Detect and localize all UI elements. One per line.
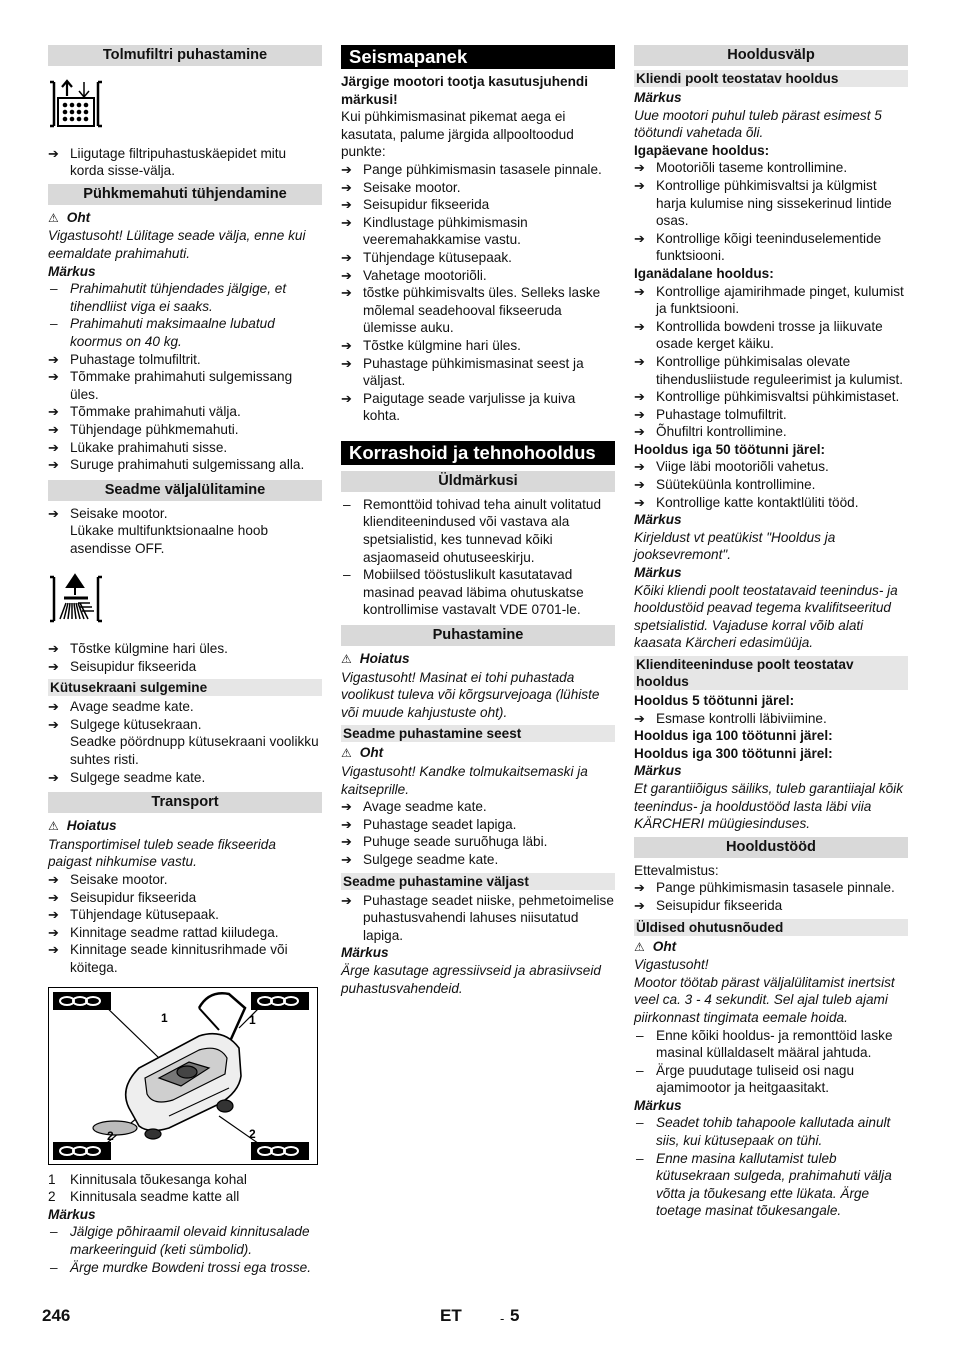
section-heading: Hooldustööd xyxy=(634,837,908,858)
list-item: ➔ Tõstke külgmine hari üles. xyxy=(48,640,322,658)
list-item: ➔ Esmase kontrolli läbiviimine. xyxy=(634,710,908,728)
list-item: ➔ Tõmmake prahimahuti sulgemissang üles. xyxy=(48,368,322,403)
list-item: ➔ Puhastage seadet niiske, pehmetoimelise puhastusvahendi lahuses niisutatud lapiga. xyxy=(341,892,615,945)
legend-number: 1 xyxy=(48,1171,56,1187)
list-item: – Ärge murdke Bowdeni trossi ega trosse. xyxy=(48,1259,322,1277)
list-item: ➔ Pange pühkimismasin tasasele pinnale. xyxy=(634,879,908,897)
section-heading: Transport xyxy=(48,792,322,813)
note-label: Märkus xyxy=(48,1206,96,1222)
paragraph: Ettevalmistus: xyxy=(634,862,719,878)
note-label: Märkus xyxy=(634,90,682,105)
subsection-heading: Klienditeeninduse poolt teostatav hooldus xyxy=(634,656,908,690)
warning-label: ⚠ Hoiatus xyxy=(48,817,322,836)
chapter-heading: Seismapanek xyxy=(341,45,615,69)
note-label: Märkus xyxy=(634,565,682,581)
list-item: ➔ Seisake mootor. xyxy=(341,179,615,197)
list-item: ➔ Mootoriõli taseme kontrollimine. xyxy=(634,159,908,177)
instruction-bold: Järgige mootori tootja kasutusjuhendi märkusi! xyxy=(341,74,588,107)
list-item-text: Lükake multifunktsionaalne hoob asendisse OFF. xyxy=(70,523,268,556)
figure-callout: 1 xyxy=(249,1012,256,1027)
note-label: Märkus xyxy=(341,945,389,961)
legend-item xyxy=(48,1171,322,1189)
warning-text: Vigastusoht! Masinat ei tohi puhastada voolikust tuleva või kõrgsurvejoaga (lühiste või muude kahjustuste oht). xyxy=(341,669,600,720)
list-item: ➔ Lükake prahimahuti sisse. xyxy=(48,439,322,457)
list-item: ➔ Avage seadme kate. xyxy=(341,798,615,816)
maintenance-label: Iganädalane hooldus: xyxy=(634,265,774,281)
filter-clean-icon xyxy=(48,76,104,132)
note-label: Märkus xyxy=(634,512,682,528)
page-number: 246 xyxy=(42,1306,71,1325)
list-item: ➔ Süüteküünla kontrollimine. xyxy=(634,476,908,494)
list-item: – Enne masina kallutamist tuleb kütusekraan sulgeda, prahimahuti välja võtta ja tõukesang ette lükata. Ärge toetage masinat tõukesangale. xyxy=(634,1150,908,1220)
list-item: ➔ Tühjendage pühkmemahuti. xyxy=(48,421,322,439)
list-item: – Enne kõiki hooldus- ja remonttöid laske masinal küllaldaselt määral jahtuda. xyxy=(634,1027,908,1062)
list-item: – Mobiilsed tööstuslikult kasutatavad masinad peavad läbima ohutuskatse kontrollimise vastavalt VDE 0701-le. xyxy=(341,566,615,619)
maintenance-label: Hooldus iga 100 töötunni järel: xyxy=(634,728,833,744)
language-code: ET xyxy=(440,1306,462,1325)
note-text: Kõiki kliendi poolt teostatavaid teenindus- ja hooldustöid peavad tegema kvalifitseeritud spetsialistid. Vajaduse korral võib alati kaasata Kärcheri edasimüüja. xyxy=(634,582,898,651)
note-text: Kirjeldust vt peatükist "Hooldus ja jooksevremont". xyxy=(634,529,836,563)
maintenance-label: Hooldus iga 300 töötunni järel: xyxy=(634,745,833,761)
subsection-heading: Kliendi poolt teostatav hooldus xyxy=(634,70,908,87)
list-item: ➔ Tõstke külgmine hari üles. xyxy=(341,337,615,355)
list-item xyxy=(48,505,322,558)
list-item: ➔ Vahetage mootoriõli. xyxy=(341,267,615,285)
column-2 xyxy=(341,45,615,997)
legend-text: Kinnitusala tõukesanga kohal xyxy=(70,1171,247,1187)
list-item: ➔ tõstke pühkimisvalts üles. Selleks laske mõlemal seadehooval fikseeruda ülemisse auku. xyxy=(341,284,615,337)
list-item: ➔ Seisupidur fikseerida xyxy=(48,889,322,907)
subsection-heading: Üldised ohutusnõuded xyxy=(634,919,908,936)
list-item: ➔ Seisake mootor. xyxy=(48,871,322,889)
tie-down-figure xyxy=(48,987,318,1165)
list-item: ➔ Kontrollige katte kontaktlüliti tööd. xyxy=(634,494,908,512)
list-item: ➔ Viige läbi mootoriõli vahetus. xyxy=(634,458,908,476)
section-heading: Hooldusvälp xyxy=(634,45,908,66)
section-heading: Pühkmemahuti tühjendamine xyxy=(48,184,322,205)
list-item: ➔ Kinnitage seadme rattad kiiludega. xyxy=(48,924,322,942)
list-item: ➔ Liigutage filtripuhastuskäepidet mitu korda sisse-välja. xyxy=(48,145,322,180)
column-3 xyxy=(634,45,908,1220)
subsection-heading: Seadme puhastamine väljast xyxy=(341,873,615,890)
warning-label: ⚠ Oht xyxy=(341,744,615,763)
list-item: ➔ Paigutage seade varjulisse ja kuiva kohta. xyxy=(341,390,615,425)
note-label: Märkus xyxy=(48,263,96,279)
list-item: – Remonttöid tohivad teha ainult volitatud klienditeenindused või vastava ala spetsialistid, kes tunnevad kõiki asjaomaseid ohutuseeskirju. xyxy=(341,496,615,566)
list-item: ➔ Tühjendage kütusepaak. xyxy=(48,906,322,924)
maintenance-label: Igapäevane hooldus: xyxy=(634,142,770,158)
list-item: ➔ Kontrollida bowdeni trosse ja liikuvate osade kerget käiku. xyxy=(634,318,908,353)
warning-text: Transportimisel tuleb seade fikseerida paigast nihkumise vastu. xyxy=(48,836,276,870)
list-item-text: Seadke pöördnupp kütusekraani voolikku suhtes risti. xyxy=(70,734,319,768)
section-heading: Seadme väljalülitamine xyxy=(48,480,322,501)
list-item: ➔ Kinnitage seade kinnitusrihmade või köitega. xyxy=(48,941,322,976)
list-item: ➔ Tõmmake prahimahuti välja. xyxy=(48,403,322,421)
brush-raise-icon xyxy=(48,571,104,627)
paragraph: Kui pühkimismasinat pikemat aega ei kasutata, palume järgida allpooltoodud punkte: xyxy=(341,109,574,160)
maintenance-label: Hooldus 5 töötunni järel: xyxy=(634,693,795,708)
list-item xyxy=(48,716,322,769)
list-item: – Ärge puudutage tuliseid osi nagu ajamimootor ja heitgaasitakt. xyxy=(634,1062,908,1097)
list-item: ➔ Puhuge seade suruõhuga läbi. xyxy=(341,833,615,851)
section-heading: Tolmufiltri puhastamine xyxy=(48,45,322,66)
warning-label: ⚠ Oht xyxy=(48,209,322,228)
note-text: Ärge kasutage agressiivseid ja abrasiivseid puhastusvahendeid. xyxy=(341,962,601,996)
list-item: – Seadet tohib tahapoole kallutada ainult siis, kui kütusepaak on tühi. xyxy=(634,1114,908,1149)
list-item: ➔ Sulgege seadme kate. xyxy=(341,851,615,869)
list-item: ➔ Puhastage seadet lapiga. xyxy=(341,816,615,834)
sweeper-illustration xyxy=(49,988,317,1164)
list-item: ➔ Kontrollige pühkimisvaltsi ja külgmist harja kulumise ning sissekerinud lintide osas. xyxy=(634,177,908,230)
list-item: ➔ Puhastage tolmufiltrit. xyxy=(48,351,322,369)
list-item: ➔ Seisupidur fikseerida xyxy=(341,196,615,214)
warning-text: Mootor töötab pärast väljalülitamist inertsist veel ca. 3 - 4 sekundit. Sel ajal tuleb ajami piirkonnast tingimata eemale hoida. xyxy=(634,974,895,1025)
list-item: ➔ Puhastage pühkimismasinat seest ja väljast. xyxy=(341,355,615,390)
list-item: ➔ Suruge prahimahuti sulgemissang alla. xyxy=(48,456,322,474)
figure-callout: 2 xyxy=(107,1128,114,1143)
warning-text: Vigastusoht! Lülitage seade välja, enne kui eemaldate prahimahuti. xyxy=(48,228,306,261)
subsection-heading: Kütusekraani sulgemine xyxy=(48,679,322,696)
list-item: ➔ Kontrollige pühkimisalas olevate tihendusliistude reguleerimist ja kulumist. xyxy=(634,353,908,388)
list-item: ➔ Kontrollige pühkimisvaltsi pühkimistaset. xyxy=(634,388,908,406)
list-item-text: Seisake mootor. xyxy=(70,505,168,521)
legend-text: Kinnitusala seadme katte all xyxy=(70,1189,240,1205)
list-item: ➔ Kontrollige kõigi teeninduselementide funktsiooni. xyxy=(634,230,908,265)
list-item: – Prahimahutit tühjendades jälgige, et tihendliist viga ei saaks. xyxy=(48,280,322,315)
list-item: ➔ Kindlustage pühkimismasin veeremahakkamise vastu. xyxy=(341,214,615,249)
list-item: ➔ Pange pühkimismasin tasasele pinnale. xyxy=(341,161,615,179)
list-item: – Jälgige põhiraamil olevaid kinnitusalade markeeringuid (keti sümbolid). xyxy=(48,1223,322,1258)
list-item-text: Sulgege kütusekraan. xyxy=(70,716,202,732)
column-1 xyxy=(48,45,322,1276)
note-label: Märkus xyxy=(634,763,682,779)
note-text: Et garantiiõigus säiliks, tuleb garantiiajal kõik teenindus- ja hooldustööd lasta läbi viia KÄRCHERI müügiesinduses. xyxy=(634,780,903,832)
warning-label: ⚠ Oht xyxy=(634,938,908,957)
list-item: ➔ Seisupidur fikseerida xyxy=(634,897,908,915)
maintenance-label: Hooldus iga 50 töötunni järel: xyxy=(634,441,826,457)
warning-text: Vigastusoht! xyxy=(634,957,709,973)
note-text: Uue mootori puhul tuleb pärast esimest 5 töötundi vahetada õli. xyxy=(634,107,882,141)
list-item: ➔ Kontrollige ajamirihmade pinget, kulumist ja funktsiooni. xyxy=(634,283,908,318)
section-heading: Puhastamine xyxy=(341,625,615,646)
list-item: ➔ Sulgege seadme kate. xyxy=(48,769,322,787)
list-item: ➔ Õhufiltri kontrollimine. xyxy=(634,423,908,441)
list-item: – Prahimahuti maksimaalne lubatud koormus on 40 kg. xyxy=(48,315,322,350)
section-heading: Üldmärkusi xyxy=(341,471,615,492)
legend-number: 2 xyxy=(48,1189,56,1205)
warning-text: Vigastusoht! Kandke tolmukaitsemaski ja kaitseprille. xyxy=(341,764,588,797)
legend-item xyxy=(48,1188,322,1206)
warning-label: ⚠ Hoiatus xyxy=(341,650,615,669)
list-item: ➔ Seisupidur fikseerida xyxy=(48,658,322,676)
note-label: Märkus xyxy=(634,1097,682,1113)
figure-callout: 2 xyxy=(249,1126,256,1141)
list-item: ➔ Tühjendage kütusepaak. xyxy=(341,249,615,267)
chapter-heading: Korrashoid ja tehnohooldus xyxy=(341,441,615,465)
subsection-heading: Seadme puhastamine seest xyxy=(341,725,615,742)
list-item: ➔ Puhastage tolmufiltrit. xyxy=(634,406,908,424)
section-page-number: 5 xyxy=(510,1306,520,1325)
figure-callout: 1 xyxy=(161,1010,168,1025)
footer-separator: - xyxy=(500,1311,505,1326)
list-item: ➔ Avage seadme kate. xyxy=(48,698,322,716)
